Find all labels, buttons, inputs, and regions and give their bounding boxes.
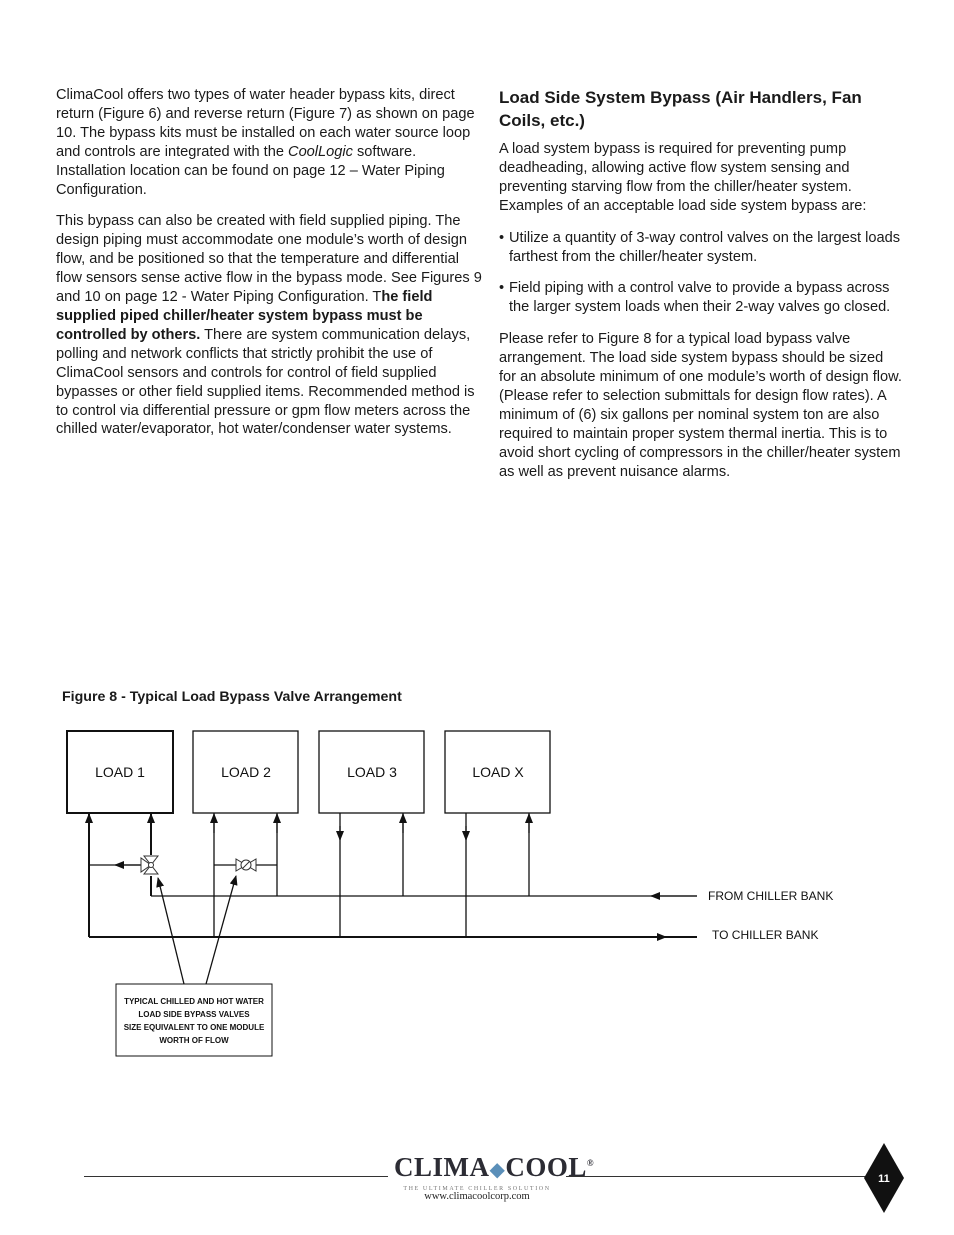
figure-caption: Figure 8 - Typical Load Bypass Valve Arrangement — [62, 689, 402, 705]
load-label: LOAD 1 — [95, 764, 145, 780]
load-3-piping — [340, 813, 403, 937]
note-line: SIZE EQUIVALENT TO ONE MODULE — [123, 1023, 265, 1032]
callout-leaders — [158, 876, 236, 984]
load-label: LOAD 3 — [347, 764, 397, 780]
bypass-warning: he field supplied piped chiller/heater system bypass must be controlled by others. — [56, 289, 433, 343]
bypass-text-end: There are system communication delays, polling and network conflicts that strictly prohibit the use of ClimaCool sensors and controls for control of field supplied bypasses or other field supplied items. Recommended method is to control via differential pressure or gpm flow meters across the chilled water/evaporator, hot water/condenser water systems. — [56, 326, 475, 438]
bullet-text: Utilize a quantity of 3-way control valves on the largest loads farthest from the chiller/heater system. — [509, 229, 900, 265]
logo-cool: COOL — [505, 1152, 587, 1182]
load-1-piping — [89, 813, 151, 937]
right-column — [499, 86, 904, 495]
coollogic-term: CoolLogic — [288, 143, 353, 160]
registered-mark: ® — [586, 1158, 595, 1168]
load-x-piping — [466, 813, 529, 937]
footer-divider-right — [566, 1176, 868, 1177]
footer-divider-left — [84, 1176, 388, 1177]
load-label: LOAD 2 — [221, 764, 271, 780]
load-box-3 — [319, 731, 424, 813]
bypass-text: This bypass can also be created with field supplied piping. The design piping must accommodate one module’s worth of design flow, and be positioned so that the temperature and differential flow sensors sense active flow in the bypass mode. See Figures 9 and 10 on page 12 - Water Piping Configuration. T — [56, 213, 482, 306]
logo-wordmark — [394, 1148, 595, 1185]
page-number-badge — [864, 1143, 904, 1213]
website-url: www.climacoolcorp.com — [424, 1191, 530, 1202]
bullet-icon: • — [499, 229, 505, 246]
three-way-valve-icon — [141, 856, 158, 874]
load-box-1 — [67, 731, 173, 813]
page-number: 11 — [878, 1173, 890, 1185]
note-line: WORTH OF FLOW — [159, 1036, 229, 1045]
section-heading: Load Side System Bypass (Air Handlers, Fan Coils, etc.) — [499, 88, 862, 130]
bullet-text: Field piping with a control valve to provide a bypass across the larger system loads when their 2-way valves go closed. — [509, 280, 891, 316]
climacool-logo — [394, 1148, 595, 1193]
load-bypass-intro: A load system bypass is required for preventing pump deadheading, allowing active flow system sensing and preventing starving flow from the chiller/heater system. Examples of an acceptable load side system bypass are: — [499, 141, 867, 214]
left-column — [56, 86, 484, 452]
logo-tagline: THE ULTIMATE CHILLER SOLUTION — [403, 1186, 551, 1192]
note-line: LOAD SIDE BYPASS VALVES — [138, 1010, 250, 1019]
list-item — [499, 229, 904, 267]
to-chiller-label: TO CHILLER BANK — [712, 928, 819, 942]
load-2-piping — [214, 813, 277, 937]
bullet-icon: • — [499, 280, 505, 297]
intro-text-end: software. Installation location can be found on page 12 – Water Piping Configuration. — [56, 143, 445, 198]
list-item — [499, 279, 904, 317]
load-label: LOAD X — [472, 764, 524, 780]
bypass-paragraph — [56, 212, 484, 439]
water-drop-icon: ◆ — [489, 1159, 506, 1181]
intro-text: ClimaCool offers two types of water header bypass kits, direct return (Figure 6) and reverse return (Figure 7) as shown on page 10. The bypass kits must be installed on each water source loop and controls are integrated with the — [56, 87, 475, 160]
load-box-x — [445, 731, 550, 813]
note-line: TYPICAL CHILLED AND HOT WATER — [124, 997, 264, 1006]
load-box-2 — [193, 731, 298, 813]
logo-clima: CLIMA — [394, 1152, 490, 1182]
bypass-note-box — [116, 984, 272, 1056]
from-chiller-label: FROM CHILLER BANK — [708, 889, 834, 903]
load-bypass-closing: Please refer to Figure 8 for a typical load bypass valve arrangement. The load side system bypass should be sized for an absolute minimum of one module’s worth of design flow. (Please refer to selection submittals for design flow rates). A minimum of (6) six gallons per nominal system ton are also required to maintain proper system thermal inertia. This is to avoid short cycling of compressors in the chiller/heater system as well as prevent nuisance alarms. — [499, 331, 902, 480]
bypass-diagram — [0, 700, 954, 1080]
two-way-valve-icon — [236, 859, 256, 871]
intro-paragraph — [56, 86, 484, 199]
